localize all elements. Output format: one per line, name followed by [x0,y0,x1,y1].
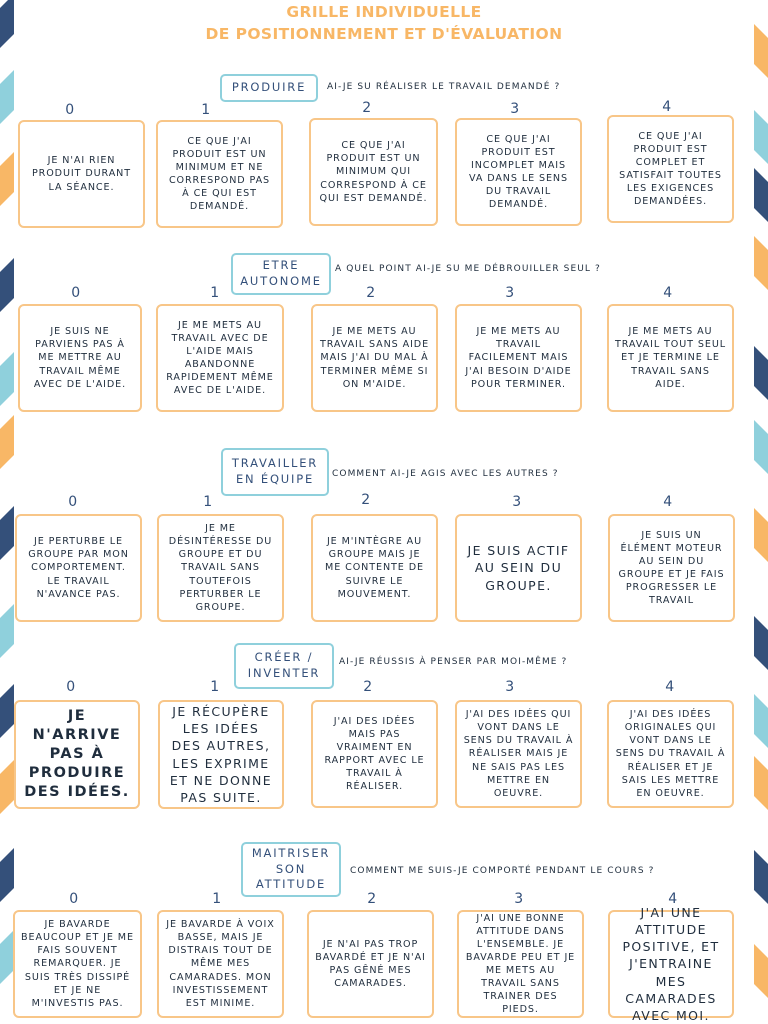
level-number-1: 1 [210,679,220,695]
level-0-description: JE N'ARRIVE PAS À PRODUIRE DES IDÉES. [14,700,140,809]
section-badge: TRAVAILLER EN ÉQUIPE [221,448,329,496]
level-2-description: J'AI DES IDÉES MAIS PAS VRAIMENT EN RAPPORT AVEC LE TRAVAIL À RÉALISER. [311,700,438,808]
level-1-description: JE BAVARDE À VOIX BASSE, MAIS JE DISTRAIS TOUT DE MÊME MES CAMARADES. MON INVESTISSEMENT EST MINIME. [157,910,284,1018]
level-number-2: 2 [367,891,377,907]
section-badge: PRODUIRE [220,74,318,102]
level-3-description: JE ME METS AU TRAVAIL FACILEMENT MAIS J'AI BESOIN D'AIDE POUR TERMINER. [455,304,582,412]
level-number-4: 4 [663,494,673,510]
level-0-description: JE BAVARDE BEAUCOUP ET JE ME FAIS SOUVENT REMARQUER. JE SUIS TRÈS DISSIPÉ ET JE NE M'INVESTIS PAS. [13,910,142,1018]
level-3-description: CE QUE J'AI PRODUIT EST INCOMPLET MAIS VA DANS LE SENS DU TRAVAIL DEMANDÉ. [455,118,582,226]
level-4-description: JE SUIS UN ÉLÉMENT MOTEUR AU SEIN DU GROUPE ET JE FAIS PROGRESSER LE TRAVAIL [608,514,735,622]
section-question: AI-JE RÉUSSIS À PENSER PAR MOI-MÊME ? [339,657,568,667]
level-number-0: 0 [66,679,76,695]
level-3-description: J'AI DES IDÉES QUI VONT DANS LE SENS DU TRAVAIL À RÉALISER MAIS JE NE SAIS PAS LES METTRE EN OEUVRE. [455,700,582,808]
level-3-description: JE SUIS ACTIF AU SEIN DU GROUPE. [455,514,582,622]
section-badge: MAITRISER SON ATTITUDE [241,842,341,897]
level-0-description: JE PERTURBE LE GROUPE PAR MON COMPORTEMENT. LE TRAVAIL N'AVANCE PAS. [15,514,142,622]
level-2-description: JE M'INTÈGRE AU GROUPE MAIS JE ME CONTENTE DE SUIVRE LE MOUVEMENT. [311,514,438,622]
level-4-description: J'AI DES IDÉES ORIGINALES QUI VONT DANS LE SENS DU TRAVAIL À RÉALISER ET JE SAIS LES METTRE EN OEUVRE. [607,700,734,808]
level-number-2: 2 [362,100,372,116]
section-question: COMMENT AI-JE AGIS AVEC LES AUTRES ? [332,469,559,479]
level-number-0: 0 [71,285,81,301]
level-1-description: JE ME DÉSINTÉRESSE DU GROUPE ET DU TRAVAIL SANS TOUTEFOIS PERTURBER LE GROUPE. [157,514,284,622]
level-4-description: CE QUE J'AI PRODUIT EST COMPLET ET SATISFAIT TOUTES LES EXIGENCES DEMANDÉES. [607,115,734,223]
level-number-3: 3 [514,891,524,907]
level-0-description: JE SUIS NE PARVIENS PAS À ME METTRE AU TRAVAIL MÊME AVEC DE L'AIDE. [18,304,142,412]
level-number-1: 1 [201,102,211,118]
level-4-description: JE ME METS AU TRAVAIL TOUT SEUL ET JE TERMINE LE TRAVAIL SANS AIDE. [607,304,734,412]
level-1-description: JE ME METS AU TRAVAIL AVEC DE L'AIDE MAIS ABANDONNE RAPIDEMENT MÊME AVEC DE L'AIDE. [156,304,284,412]
page-title-line-1: GRILLE INDIVIDUELLE [286,3,482,21]
section-question: AI-JE SU RÉALISER LE TRAVAIL DEMANDÉ ? [327,82,561,92]
level-number-2: 2 [363,679,373,695]
level-number-2: 2 [366,285,376,301]
level-0-description: JE N'AI RIEN PRODUIT DURANT LA SÉANCE. [18,120,145,228]
level-2-description: JE ME METS AU TRAVAIL SANS AIDE MAIS J'AI DU MAL À TERMINER MÊME SI ON M'AIDE. [311,304,438,412]
level-number-3: 3 [512,494,522,510]
level-number-0: 0 [68,494,78,510]
section-badge: ETRE AUTONOME [231,253,331,295]
level-number-0: 0 [69,891,79,907]
section-question: A QUEL POINT AI-JE SU ME DÉBROUILLER SEUL ? [335,264,601,274]
right-decorative-stripes [754,0,768,1024]
level-1-description: CE QUE J'AI PRODUIT EST UN MINIMUM ET NE CORRESPOND PAS À CE QUI EST DEMANDÉ. [156,120,283,228]
level-number-4: 4 [662,99,672,115]
level-number-4: 4 [665,679,675,695]
level-2-description: JE N'AI PAS TROP BAVARDÉ ET JE N'AI PAS GÊNÉ MES CAMARADES. [307,910,434,1018]
level-4-description: J'AI UNE ATTITUDE POSITIVE, ET J'ENTRAINE MES CAMARADES AVEC MOI. [608,910,734,1018]
page-title-line-2: DE POSITIONNEMENT ET D'ÉVALUATION [205,25,563,43]
level-number-3: 3 [510,101,520,117]
left-decorative-stripes [0,0,14,1024]
level-number-4: 4 [663,285,673,301]
level-number-2: 2 [361,492,371,508]
level-number-0: 0 [65,102,75,118]
level-number-1: 1 [203,494,213,510]
level-number-3: 3 [505,679,515,695]
level-number-4: 4 [668,891,678,907]
level-number-1: 1 [210,285,220,301]
level-2-description: CE QUE J'AI PRODUIT EST UN MINIMUM QUI CORRESPOND À CE QUI EST DEMANDÉ. [309,118,438,226]
level-3-description: J'AI UNE BONNE ATTITUDE DANS L'ENSEMBLE. JE BAVARDE PEU ET JE ME METS AU TRAVAIL SANS TRAINER DES PIEDS. [457,910,584,1018]
level-number-3: 3 [505,285,515,301]
section-badge: CRÉER / INVENTER [234,643,334,689]
level-number-1: 1 [212,891,222,907]
level-1-description: JE RÉCUPÈRE LES IDÉES DES AUTRES, LES EXPRIME ET NE DONNE PAS SUITE. [158,700,284,809]
section-question: COMMENT ME SUIS-JE COMPORTÉ PENDANT LE COURS ? [350,866,655,876]
